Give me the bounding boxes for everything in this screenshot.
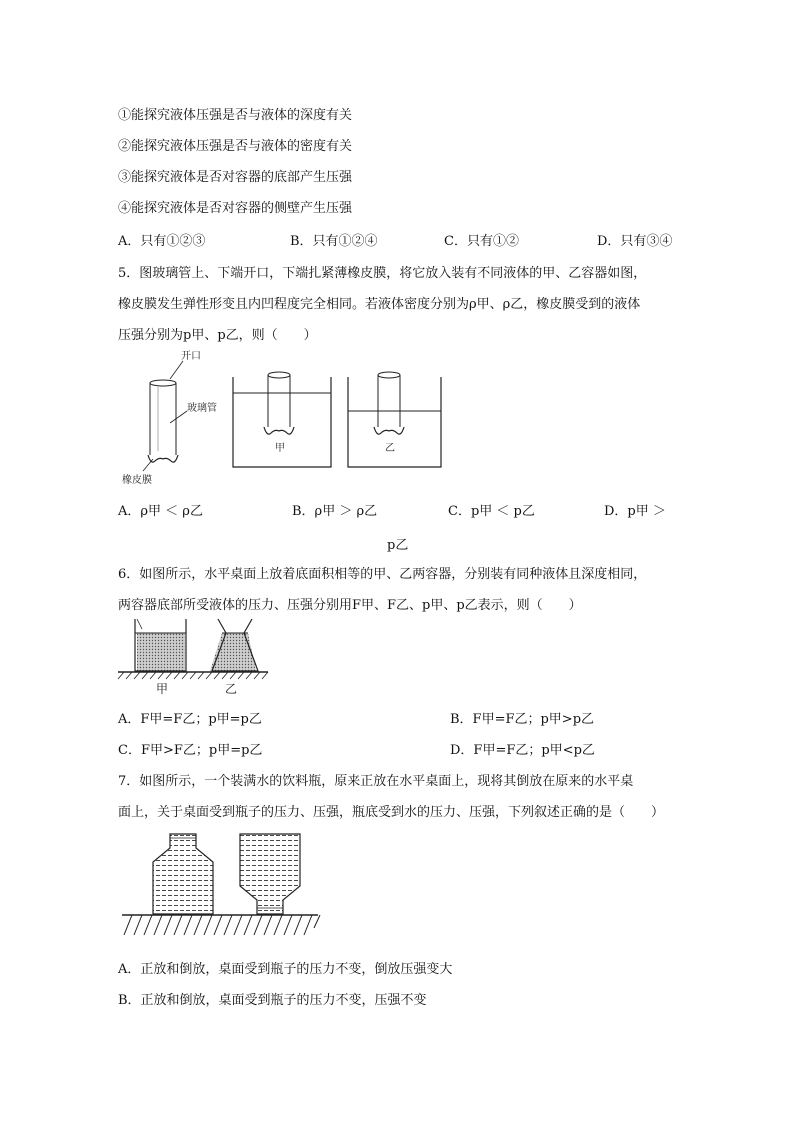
q4-statement-4: ④能探究液体是否对容器的侧壁产生压强 [118, 201, 353, 216]
label-membrane: 橡皮膜 [122, 475, 152, 486]
q6-option-a[interactable]: A．F甲=F乙；p甲=p乙 [118, 712, 262, 727]
q4-option-c[interactable]: C．只有①② [444, 234, 519, 249]
q7-stem-line-1: 7．如图所示，一个装满水的饮料瓶，原来正放在水平桌面上，现将其倒放在原来的水平桌 [118, 774, 634, 789]
label-jia: 甲 [156, 682, 169, 696]
q4-statement-3: ③能探究液体是否对容器的底部产生压强 [118, 170, 353, 185]
q5-stem-line-1: 5．图玻璃管上、下端开口，下端扎紧薄橡皮膜，将它放入装有不同液体的甲、乙容器如图， [118, 266, 647, 281]
q5-option-b[interactable]: B．ρ甲 ＞ ρ乙 [292, 504, 378, 519]
q6-option-c[interactable]: C．F甲>F乙；p甲=p乙 [118, 743, 263, 758]
q6-option-d[interactable]: D．F甲=F乙；p甲<p乙 [450, 743, 595, 758]
q4-option-d[interactable]: D．只有③④ [597, 234, 673, 249]
q5-stem-line-2: 橡皮膜发生弹性形变且内凹程度完全相同。若液体密度分别为ρ甲、ρ乙，橡皮膜受到的液体 [118, 297, 641, 312]
q4-statement-2: ②能探究液体压强是否与液体的密度有关 [118, 139, 353, 154]
q4-statement-1: ①能探究液体压强是否与液体的深度有关 [118, 108, 353, 123]
bottle-upright [153, 834, 213, 914]
q7-option-b[interactable]: B．正放和倒放，桌面受到瓶子的压力不变，压强不变 [118, 993, 427, 1008]
label-glass-tube: 玻璃管 [187, 403, 217, 414]
q6-figure [118, 615, 268, 700]
q5-figure [115, 345, 455, 490]
q5-stem-line-3: 压强分别为p甲、p乙，则（ ） [118, 328, 317, 343]
q5-option-d-cont: p乙 [387, 538, 409, 553]
label-yi: 乙 [225, 682, 238, 696]
glass-tube [148, 380, 178, 462]
label-opening: 开口 [181, 351, 201, 362]
q4-option-b[interactable]: B．只有①②④ [290, 234, 378, 249]
q7-stem-line-2: 面上，关于桌面受到瓶子的压力、压强，瓶底受到水的压力、压强，下列叙述正确的是（ ） [118, 805, 665, 820]
q4-option-a[interactable]: A．只有①②③ [118, 234, 206, 249]
bottle-inverted [240, 834, 300, 914]
q7-option-a[interactable]: A．正放和倒放，桌面受到瓶子的压力不变，倒放压强变大 [118, 962, 453, 977]
q7-figure [120, 828, 330, 943]
q5-option-a[interactable]: A．ρ甲 ＜ ρ乙 [118, 504, 203, 519]
q6-stem-line-1: 6．如图所示，水平桌面上放着底面积相等的甲、乙两容器，分别装有同种液体且深度相同， [118, 567, 647, 582]
q6-option-b[interactable]: B．F甲=F乙；p甲>p乙 [450, 712, 595, 727]
label-jia: 甲 [275, 443, 285, 454]
q5-option-c[interactable]: C．p甲 ＜ p乙 [448, 504, 535, 519]
label-yi: 乙 [385, 443, 395, 454]
flask-yi [210, 619, 258, 671]
q5-option-d[interactable]: D．p甲 ＞ [604, 504, 666, 519]
beaker-jia [135, 619, 186, 671]
q6-stem-line-2: 两容器底部所受液体的压力、压强分别用F甲、F乙、p甲、p乙表示，则（ ） [118, 598, 582, 613]
